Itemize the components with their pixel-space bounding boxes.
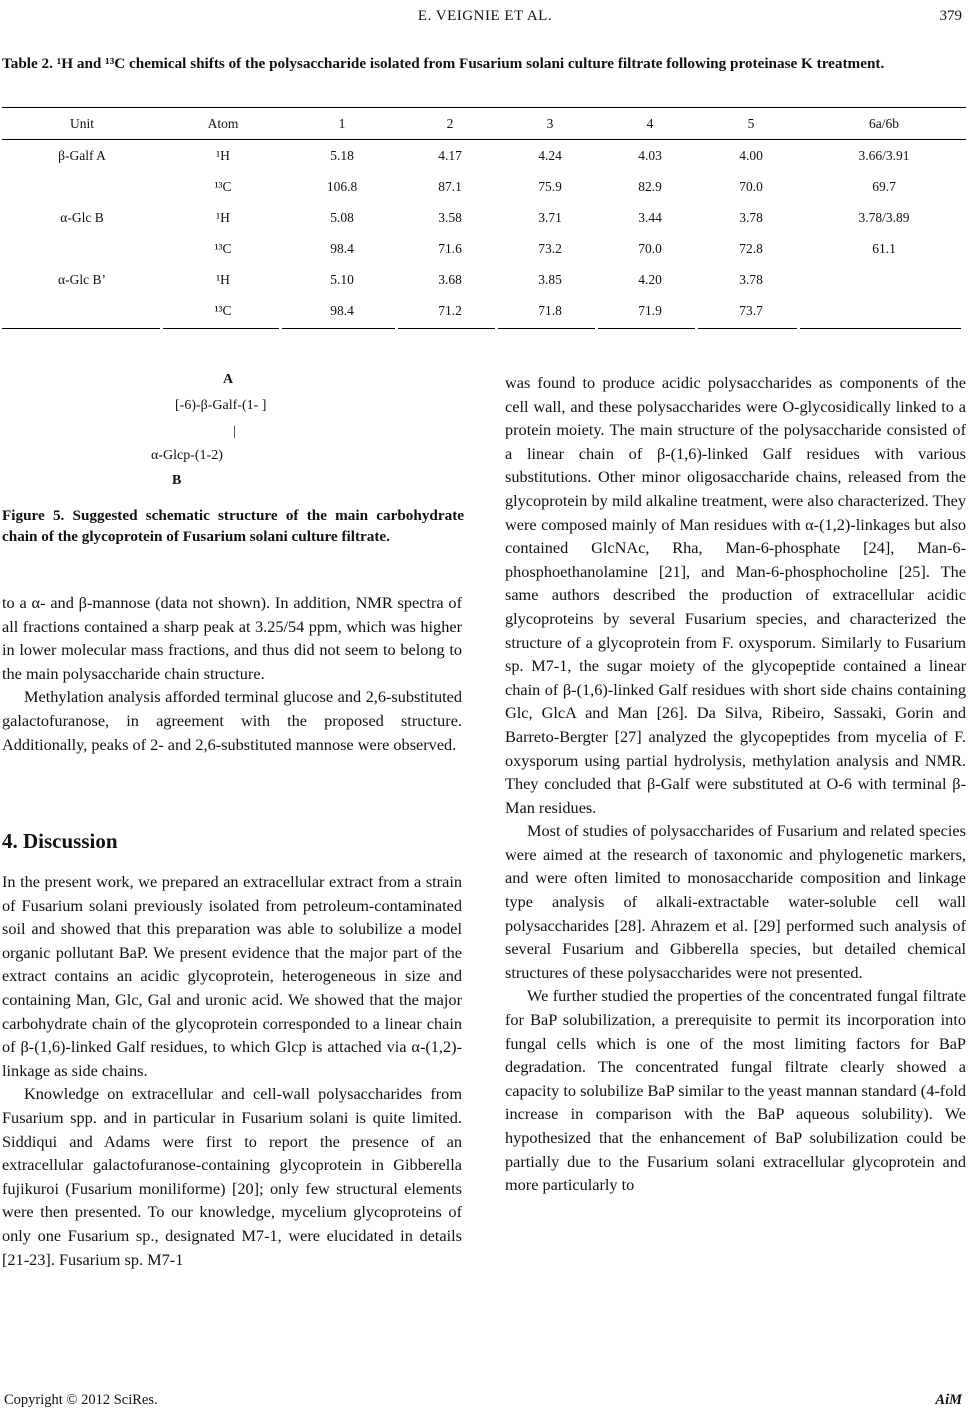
running-head: E. VEIGNIE ET AL. [417,8,553,24]
shift-cell: 3.66/3.91 [858,147,910,163]
paragraph: Most of studies of polysaccharides of Fusarium and related species were aimed at the research of taxonomic and phylogenetic markers, and were often limited to monosaccharide composition and linkage type analysis of alkali-extractable water-soluble cell wall polysaccharides [28]. Ahrazem et al. [29] performed such analysis of several Fusarium and Gibberella species, but detailed chemical structures of these polysaccharides were not presented. [505,821,966,982]
column-header: Atom [207,115,239,131]
column-header: 2 [446,115,454,131]
shift-cell: 3.71 [538,209,562,225]
structure-label-b: B [172,473,182,488]
structure-label-a: A [223,372,234,387]
right-column [505,371,966,1197]
shift-cell: 72.8 [739,240,763,256]
shift-cell: 71.8 [538,302,562,318]
shift-cell: 70.0 [739,178,763,194]
figure-caption: Figure 5. Suggested schematic structure of the main carbohydrate chain of the glycoprotein of Fusarium solani culture filtrate. [2,507,464,545]
column-header: 1 [338,115,346,131]
atom-cell: ¹H [216,271,230,287]
shift-cell: 3.85 [538,271,562,287]
paragraph: to a α- and β-mannose (data not shown). In addition, NMR spectra of all fractions contained a sharp peak at 3.25/54 ppm, which was higher in lower molecular mass fractions, and thus did not seem to belong to the main polysaccharide chain structure. [2,593,462,683]
table-header-row [2,108,966,139]
shift-cell: 70.0 [638,240,662,256]
shift-cell: 106.8 [326,178,358,194]
shift-cell: 98.4 [330,302,354,318]
paragraph: Methylation analysis afforded terminal glucose and 2,6-substituted galactofuranose, in agreement with the proposed structure. Additionally, peaks of 2- and 2,6-substituted mannose were observed. [2,687,462,754]
table-body [2,140,966,326]
atom-cell: ¹H [216,147,230,163]
structure-side-chain: α-Glcp-(1-2) [151,448,223,463]
structure-branch-bond: | [233,424,236,439]
shift-cell: 75.9 [538,178,562,194]
shift-cell: 98.4 [330,240,354,256]
shift-cell: 71.6 [438,240,462,256]
shift-cell: 87.1 [438,178,462,194]
section-heading: 4. Discussion [2,829,118,853]
shift-cell: 4.00 [739,147,763,163]
shift-cell: 4.03 [638,147,662,163]
copyright: Copyright © 2012 SciRes. [4,1392,158,1408]
shift-cell: 3.58 [438,209,462,225]
unit-cell: β-Galf A [58,147,106,163]
shift-cell: 82.9 [638,178,662,194]
shift-cell: 71.2 [438,302,462,318]
column-header: 6a/6b [869,115,899,131]
shift-cell: 61.1 [872,240,896,256]
shift-cell: 5.10 [330,271,354,287]
shift-cell: 5.18 [330,147,354,163]
shift-cell: 3.68 [438,271,462,287]
shift-cell: 3.78 [739,271,763,287]
paragraph: In the present work, we prepared an extracellular extract from a strain of Fusarium solani previously isolated from petroleum-contaminated soil and showed that this preparation was able to solubilize a model organic pollutant BaP. We present evidence that the major part of the extract contains an acidic glycoprotein, heterogeneous in size and containing Man, Glc, Gal and uronic acid. We showed that the major carbohydrate chain of the glycoprotein corresponded to a linear chain of β-(1,6)-linked Galf residues, to which Glcp is attached via α-(1,2)-linkage as side chains. [2,872,462,1080]
column-header: 3 [546,115,554,131]
paragraph: We further studied the properties of the concentrated fungal filtrate for BaP solubilization, a prerequisite to permit its incorporation into fungal cells which is one of the most limiting factors for BaP degradation. The concentrated fungal filtrate clearly showed a capacity to solubilize BaP similar to the yeast mannan standard (4-fold increase in comparison with the BaP aqueous solubility). We hypothesized that the enhancement of BaP solubilization could be partially due to the Fusarium solani extracellular glycoprotein and more particularly to [505,986,966,1195]
table-row [2,202,966,233]
table-row [2,233,966,264]
table-row [2,264,966,295]
table-row [2,295,966,326]
atom-cell: ¹³C [214,302,232,318]
atom-cell: ¹H [216,209,230,225]
shift-cell: 5.08 [330,209,354,225]
journal-name: AiM [935,1392,962,1408]
shift-cell: 4.24 [538,147,562,163]
table-caption: Table 2. ¹H and ¹³C chemical shifts of the polysaccharide isolated from Fusarium solani culture filtrate following proteinase K treatment. [2,55,885,72]
unit-cell: α-Glc B’ [58,271,106,287]
shift-cell: 73.7 [739,302,763,318]
atom-cell: ¹³C [214,178,232,194]
left-column-lower [2,870,462,1271]
structure-main-chain: [-6)-β-Galf-(1- ] [175,398,267,413]
shift-cell: 69.7 [872,178,896,194]
shift-cell: 3.78/3.89 [858,209,910,225]
page-header [0,8,970,34]
shift-cell: 3.44 [638,209,662,225]
shift-cell: 4.20 [638,271,662,287]
unit-cell: α-Glc B [60,209,104,225]
chemical-shift-table [2,107,966,328]
shift-cell: 4.17 [438,147,462,163]
paragraph: was found to produce acidic polysaccharides as components of the cell wall, and these polysaccharides were O-glycosidically linked to a protein moiety. The main structure of the polysaccharide consisted of a linear chain of β-(1,6)-linked Galf residues with various substitutions. Other minor oligosaccharide chains, released from the glycoprotein by mild alkaline treatment, were also characterized. They were composed mainly of Man residues with α-(1,2)-linkages but also contained GlcNAc, Rha, Man-6-phosphate [24], Man-6-phosphoethanolamine [21], and Man-6-phosphocholine [25]. The same authors described the production of extracellular acidic glycoproteins by several Fusarium species, and characterized the structure of a glycoprotein from F. oxysporum. Similarly to Fusarium sp. M7-1, the sugar moiety of the glycopeptide contained a linear chain of β-(1,6)-linked Galf residues with short side chains containing Glc, GlcA and Man [26]. Da Silva, Ribeiro, Sassaki, Gorin and Barreto-Bergter [27] analyzed the glycopeptides from mycelia of F. oxysporum using partial hydrolysis, methylation analysis and NMR. They concluded that β-Galf were substituted at O-6 with terminal β-Man residues. [505,373,966,817]
page-number: 379 [939,8,962,24]
atom-cell: ¹³C [214,240,232,256]
column-header: Unit [69,115,94,131]
column-header: 4 [646,115,654,131]
shift-cell: 73.2 [538,240,562,256]
table-row [2,171,966,202]
table-row [2,140,966,171]
column-header: 5 [747,115,755,131]
shift-cell: 3.78 [739,209,763,225]
paragraph: Knowledge on extracellular and cell-wall polysaccharides from Fusarium spp. and in particular in Fusarium solani is quite limited. Siddiqui and Adams were first to report the presence of an extracellular galactofuranose-containing glycoprotein in Gibberella fujikuroi (Fusarium moniliforme) [20]; only few structural elements were then presented. To our knowledge, mycelium glycoproteins of only one Fusarium sp., designated M7-1, were elucidated in details [21-23]. Fusarium sp. M7-1 [2,1084,462,1269]
shift-cell: 71.9 [638,302,662,318]
left-column-upper [2,591,462,756]
